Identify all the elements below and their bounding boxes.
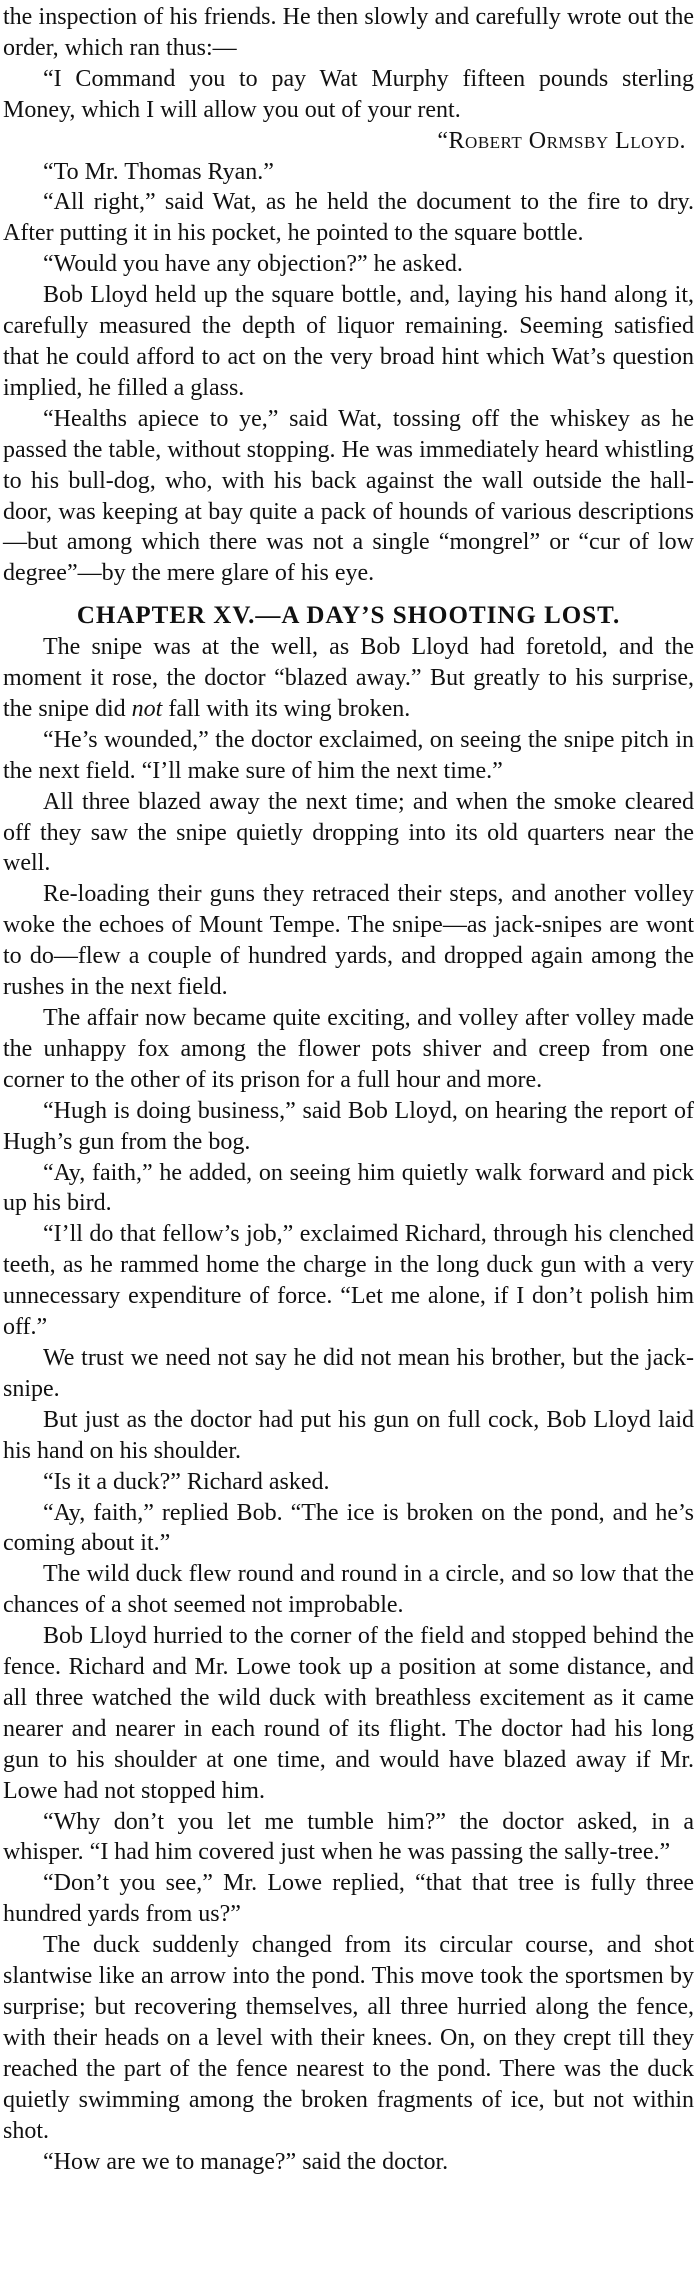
paragraph [3, 1467, 694, 1498]
paragraph-text: Re-loading their guns they retraced their steps, and another volley woke the echoes of Mount Tempe. The snipe—as jack-snipes are wont to do—flew a couple of hundred yards, and dropped again among the rushes in the next field. [3, 881, 694, 1001]
paragraph [3, 1498, 694, 1560]
paragraph [3, 1930, 694, 2146]
paragraph [3, 1559, 694, 1621]
paragraph-text: “Ay, faith,” he added, on seeing him quietly walk forward and pick up his bird. [3, 1159, 694, 1217]
paragraph-text: “I’ll do that fellow’s job,” exclaimed Richard, through his clenched teeth, as he rammed home the charge in the long duck gun with a very unnecessary expenditure of force. “Let me alone, if I don’t polish him off.” [3, 1221, 694, 1341]
paragraph: “All right,” said Wat, as he held the document to the fire to dry. After putting it in his pocket, he pointed to the square bottle. [3, 189, 694, 247]
paragraph [3, 632, 694, 725]
paragraph-text: fall with its wing broken. [162, 695, 411, 722]
paragraph: “Healths apiece to ye,” said Wat, tossing off the whiskey as he passed the table, without stopping. He was immediately heard whistling to his bull-dog, who, with his back against the wall outside the hall-door, was keeping at bay quite a pack of hounds of various descriptions—but among which there was not a single “mongrel” or “cur of low degree”—by the mere glare of his eye. [3, 405, 694, 587]
paragraph-text: But just as the doctor had put his gun on full cock, Bob Lloyd laid his hand on his shoulder. [3, 1406, 694, 1464]
chapter-body [3, 632, 694, 2177]
paragraph-text: “How are we to manage?” said the doctor. [43, 2148, 449, 2175]
order-signature: “Robert Ormsby Lloyd. [437, 127, 686, 154]
paragraph [3, 1003, 694, 1096]
paragraph [3, 1621, 694, 1806]
paragraph-opening: the inspection of his friends. He then slowly and carefully wrote out the order, which ran thus:— [3, 4, 694, 61]
paragraph-text: Bob Lloyd hurried to the corner of the field and stopped behind the fence. Richard and Mr. Lowe took up a position at some distance, and all three watched the wild duck with breathless excitement as it came nearer and nearer in each round of its flight. The doctor had his long gun to his shoulder at one time, and would have blazed away if Mr. Lowe had not stopped him. [3, 1623, 694, 1804]
paragraph-text: All three blazed away the next time; and when the smoke cleared off they saw the snipe quietly dropping into its old quarters near the well. [3, 788, 694, 877]
emphasis-text: not [131, 695, 163, 722]
paragraph-text: “Why don’t you let me tumble him?” the doctor asked, in a whisper. “I had him covered just when he was passing the sally-tree.” [3, 1808, 694, 1866]
paragraph-text: “He’s wounded,” the doctor exclaimed, on seeing the snipe pitch in the next field. “I’ll make sure of him the next time.” [3, 726, 694, 784]
paragraph-text: We trust we need not say he did not mean his brother, but the jack-snipe. [3, 1344, 694, 1402]
chapter-heading: CHAPTER XV.—A DAY’S SHOOTING LOST. [76, 602, 621, 630]
paragraph [3, 1343, 694, 1405]
paragraph: Bob Lloyd held up the square bottle, and, laying his hand along it, carefully measured the depth of liquor remaining. Seeming satisfied that he could afford to act on the very broad hint which Wat’s question implied, he filled a glass. [3, 282, 694, 401]
paragraph-text: “Is it a duck?” Richard asked. [43, 1468, 330, 1495]
paragraph-text: The affair now became quite exciting, and volley after volley made the unhappy fox among the flower pots shiver and creep from one corner to the other of its prison for a full hour and more. [3, 1005, 694, 1093]
paragraph [3, 1807, 694, 1869]
paragraph [3, 725, 694, 787]
paragraph [3, 1158, 694, 1220]
paragraph: “Would you have any objection?” he asked. [43, 251, 463, 278]
paragraph-text: “Don’t you see,” Mr. Lowe replied, “that that tree is fully three hundred yards from us?” [3, 1870, 694, 1928]
order-text: “I Command you to pay Wat Murphy fifteen pounds sterling Money, which I will allow you out of your rent. [3, 65, 694, 123]
paragraph-text: The duck suddenly changed from its circular course, and shot slantwise like an arrow into the pond. This move took the sportsmen by surprise; but recovering themselves, all three hurried along the fence, with their heads on a level with their knees. On, on they crept till they reached the part of the fence nearest to the pond. There was the duck quietly swimming among the broken fragments of ice, but not within shot. [3, 1932, 694, 2144]
paragraph [3, 1219, 694, 1343]
paragraph [3, 787, 694, 880]
paragraph-text: The snipe was at the well, as Bob Lloyd had foretold, and the moment it rose, the doctor “blazed away.” But greatly to his surprise, the snipe did [3, 634, 694, 722]
paragraph-text: The wild duck flew round and round in a circle, and so low that the chances of a shot seemed not improbable. [3, 1561, 694, 1619]
paragraph [3, 2147, 694, 2178]
paragraph-text: “Ay, faith,” replied Bob. “The ice is broken on the pond, and he’s coming about it.” [3, 1499, 694, 1557]
paragraph-text: “Hugh is doing business,” said Bob Lloyd, on hearing the report of Hugh’s gun from the bog. [3, 1097, 694, 1155]
paragraph [3, 1096, 694, 1158]
order-addressee: “To Mr. Thomas Ryan.” [43, 158, 274, 185]
paragraph [3, 1868, 694, 1930]
paragraph [3, 1405, 694, 1467]
paragraph [3, 879, 694, 1003]
